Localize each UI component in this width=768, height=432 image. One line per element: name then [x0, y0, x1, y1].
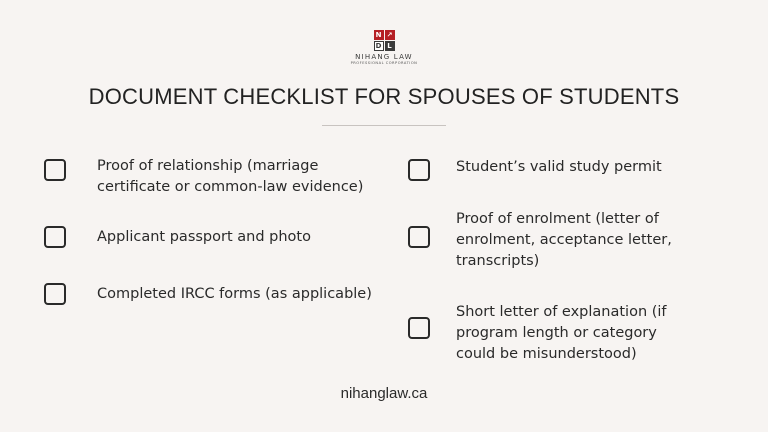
checklist-item-label: Applicant passport and photo — [97, 229, 311, 245]
logo-cell: D — [374, 41, 384, 51]
logo-cell: L — [385, 41, 395, 51]
brand-logo — [0, 22, 768, 65]
checklist-item-label: Proof of relationship (marriage certificate or common-law evidence) — [97, 158, 364, 195]
checkbox-study-permit[interactable] — [408, 159, 430, 181]
logo-cell: ↗ — [385, 30, 395, 40]
checkbox-explanation-letter[interactable] — [408, 317, 430, 339]
checklist-item-label: Proof of enrolment (letter of enrolment, acceptance letter, transcripts) — [456, 211, 672, 269]
logo-mark — [374, 30, 395, 51]
brand-subtitle: PROFESSIONAL CORPORATION — [350, 61, 418, 65]
checkbox-ircc-forms[interactable] — [44, 283, 66, 305]
checkbox-relationship[interactable] — [44, 159, 66, 181]
website-link[interactable]: nihanglaw.ca — [340, 385, 428, 402]
logo-cell: N — [374, 30, 384, 40]
page-title: DOCUMENT CHECKLIST FOR SPOUSES OF STUDENTS — [88, 84, 680, 109]
checklist-item-label: Short letter of explanation (if program length or category could be misunderstood) — [456, 304, 667, 362]
checkbox-passport[interactable] — [44, 226, 66, 248]
checkbox-enrolment[interactable] — [408, 226, 430, 248]
checklist-item-label: Completed IRCC forms (as applicable) — [97, 286, 372, 302]
title-divider — [322, 125, 446, 126]
checklist-item-label: Student’s valid study permit — [456, 159, 662, 175]
brand-name: NIHANG LAW — [355, 53, 413, 61]
